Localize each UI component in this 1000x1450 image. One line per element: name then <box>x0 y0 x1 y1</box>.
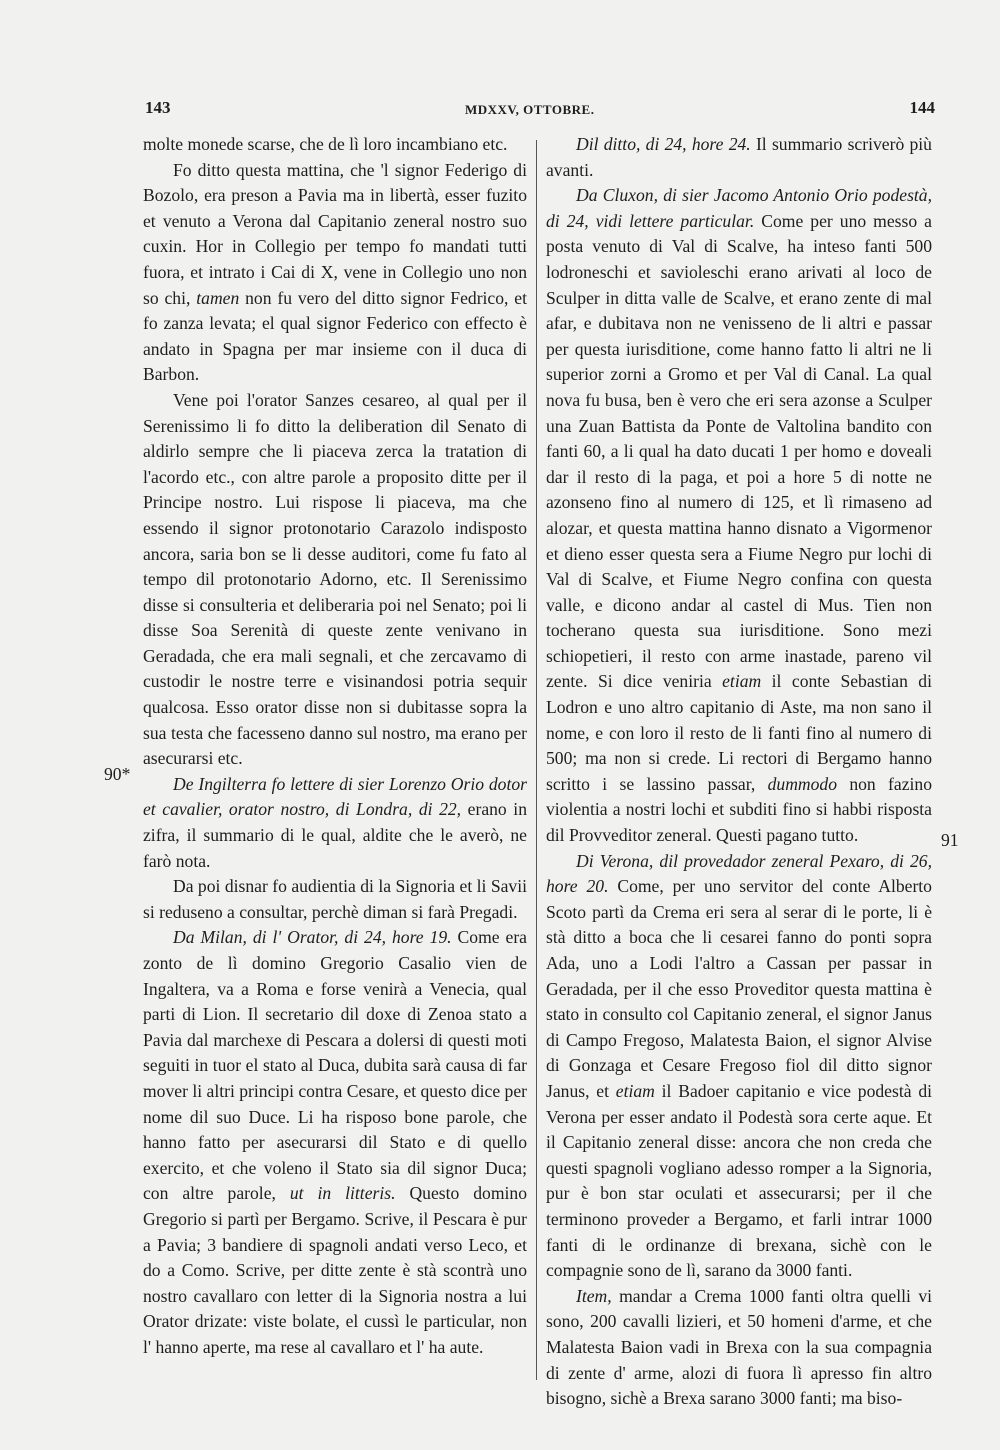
paragraph-text: Da poi disnar fo audientia di la Signoria et li Savii si reduseno a consultar, perchè diman si farà Pregadi. <box>143 876 527 922</box>
margin-number-left: 90* <box>104 764 131 784</box>
paragraph <box>546 1284 932 1412</box>
italic-text: dummodo <box>767 773 838 794</box>
paragraph-text: Fo ditto questa mattina, che 'l signor Federigo di Bozolo, era preson a Pavia ma in libertà, esser fuzito et venuto a Verona dal Capitanio zeneral nostro suo cuxin. Hor in Collegio per tempo fo mandati tutti fuora, et intrato i Cai di X, vene in Collegio uno non so chi, <box>143 159 527 308</box>
paragraph-text: Come per uno messo a posta venuto di Val di Scalve, ha inteso fanti 500 lodroneschi et savioleschi erano arivati al loco de Sculper in ditta valle de Scalve, et erano zente di mal afar, e dubitava non ne venisseno de li altri e passar per questa iurisditione, come hanno fatto li altri ne li superior zorni a Gromo et per Val di Canal. La qual nova fu busa, ben è vero che eri sera azonse a Sculper una Zuan Battista da Ponte de Valtolina bandito con fanti 60, a li qual ha dato ducati 1 per homo e doveali dar il resto di la paga, et poi a hore 5 di notte ne azonseno fino al numero di 125, et lì rimaseno ad alozar, et questa mattina hanno disnato a Vigormenor et dieno esser questa sera a Fiume Negro pur lochi di Val di Scalve, et Fiume Negro confina con questa valle, e dicono andar al castel di Mus. Tien non tocherano questa sua iurisditione. Sono mezi schiopetieri, il resto con arme inastade, pareno vil zente. Si dice veniria <box>546 210 932 692</box>
paragraph-text: non fazino violentia a nostri lochi et subditi fino si habbi risposta dil Provveditor zeneral. Questi pagano tutto. <box>546 773 932 846</box>
paragraph-text: Vene poi l'orator Sanzes cesareo, al qual per il Serenissimo li fo ditto la deliberation dil Senato di aldirlo sempre che li piaceva zerca la tratation di l'acordo etc., con altre parole a proposito ditte per il Principe nostro. Lui rispose li piaceva, ma che essendo il signor protonotario Carazolo indisposto ancora, saria bon se li desse auditori, come fu fato al tempo dil protonotario Adorno, etc. Il Serenissimo disse si consulteria et deliberaria poi nel Senato; poi li disse Soa Serenità di queste zente venivano in Geradada, che era mali segnali, et che zercavamo di custodir le nostre terre e visinandosi potria sequir qualcosa. Esso orator disse non si dubitasse sopra la sua testa che facesseno danno sul nostro, ma erano per asecurarsi etc. <box>143 389 527 769</box>
paragraph <box>546 183 932 848</box>
italic-heading: De Ingilterra fo lettere di sier Lorenzo Orio dotor et cavalier, orator nostro, di Londra, di 22, <box>143 773 527 820</box>
paragraph-text: Questo domino Gregorio si partì per Bergamo. Scrive, il Pescara è pur a Pavia; 3 bandiere di spagnoli andati verso Leco, et do a Como. Scrive, per ditte zente è stà scontrà uno nostro cavallaro con letter di la Signoria nostra a lui Orator drizate: viste bolate, el cussì le particular, non l' hanno aperte, ma rese al cavallaro et l' ha aute. <box>143 1183 527 1357</box>
paragraph-text: non fu vero del ditto signor Fedrico, et fo zanza levata; el qual signor Federico con effecto è andato in Spagna per mar insieme con il duca di Barbon. <box>143 287 527 385</box>
paragraph <box>143 388 527 772</box>
paragraph-text: mandar a Crema 1000 fanti oltra quelli vi sono, 200 cavalli lizieri, et 50 homeni d'arme, et che Malatesta Baion vadi in Brexa con la sua compagnia di zente d' arme, alozi di fuora lì apresso fin altro bisogno, sichè a Brexa sarano 3000 fanti; ma biso- <box>546 1285 932 1409</box>
italic-heading: Dil ditto, di 24, hore 24. <box>576 134 751 154</box>
paragraph-text: molte monede scarse, che de lì loro incambiano etc. <box>143 134 508 154</box>
paragraph <box>143 158 527 388</box>
paragraph-text: erano in zifra, il summario di le qual, aldite che le averò, ne farò nota. <box>143 799 527 871</box>
column-divider <box>536 140 537 1380</box>
page-number-right: 144 <box>909 98 935 117</box>
italic-heading: Item, <box>576 1285 612 1306</box>
paragraph <box>546 132 932 183</box>
paragraph-text: Il summario scriverò più avanti. <box>546 134 932 180</box>
paragraph-text: Come era zonto de lì domino Gregorio Casalio vien de Ingaltera, va a Roma e forse venirà a Venecia, qual parti di Lion. Il secretario dil doxe di Zenoa stato a Pavia dal marchexe di Pescara a dolersi di questi moti seguiti in tuor el stato al Duca, dubita sarà causa di far mover li altri principi contra Cesare, et questo dice per nome dil suo Duce. Li ha risposo bone parole, che hanno fatto per asecurarsi dil Stato e di quello exercito, et che voleno il Stato sia dil signor Duca; con altre parole, <box>143 927 527 1204</box>
italic-heading: Da Milan, di l' Orator, di 24, hore 19. <box>173 927 452 948</box>
italic-text: tamen <box>196 287 240 308</box>
paragraph-text: il Badoer capitanio e vice podestà di Verona per esser andato il Podestà sora certe aque. Et il Capitanio zeneral disse: ancora che non creda che questi spagnoli vogliano adesso romper a la Signoria, pur è bon star oculati et assecurarsi; per il che terminono proveder a Bergamo, et farli intrar 1000 fanti di le ordinanze di brexana, sichè con le compagnie sono de lì, sarano da 3000 fanti. <box>546 1080 932 1281</box>
page-number-left: 143 <box>145 98 171 117</box>
italic-heading: Da Cluxon, di sier Jacomo Antonio Orio podestà, di 24, vidi lettere particular. <box>546 185 932 231</box>
paragraph-text: Come, per uno servitor del conte Alberto Scoto partì da Crema eri sera al serar di le porte, li è stà ditto a boca che li cesarei fanno do ponti sopra Ada, uno a Lodi l'altro a Cassan per passar in Geradada, per il che esso Proveditor questa mattina è stato in consulto col Capitanio zeneral, el signor Janus di Campo Fregoso, Malatesta Baion, el signor Alvise di Gonzaga et Cesare Fregoso fiol dil ditto signor Janus, et <box>546 876 932 1101</box>
paragraph <box>143 132 527 158</box>
paragraph <box>143 925 527 1360</box>
italic-heading: Di Verona, dil provedador zeneral Pexaro, di 26, hore 20. <box>546 850 932 897</box>
running-title: MDXXV, OTTOBRE. <box>465 102 595 117</box>
running-header <box>145 98 935 128</box>
paragraph <box>546 849 932 1284</box>
left-column <box>143 132 527 1361</box>
paragraph <box>143 874 527 925</box>
italic-text: etiam <box>615 1080 655 1101</box>
italic-text: etiam <box>722 671 762 692</box>
margin-number-right: 91 <box>941 830 959 850</box>
paragraph-text: il conte Sebastian di Lodron e uno altro capitanio di Aste, ma non sano il nome, e con loro il resto de li fanti fino al numero di 500; ma non si crede. Li rectori di Bergamo hanno scritto i se lassino passar, <box>546 671 932 794</box>
italic-text: ut in litteris. <box>289 1183 396 1204</box>
right-column <box>546 132 932 1412</box>
paragraph <box>143 772 527 874</box>
